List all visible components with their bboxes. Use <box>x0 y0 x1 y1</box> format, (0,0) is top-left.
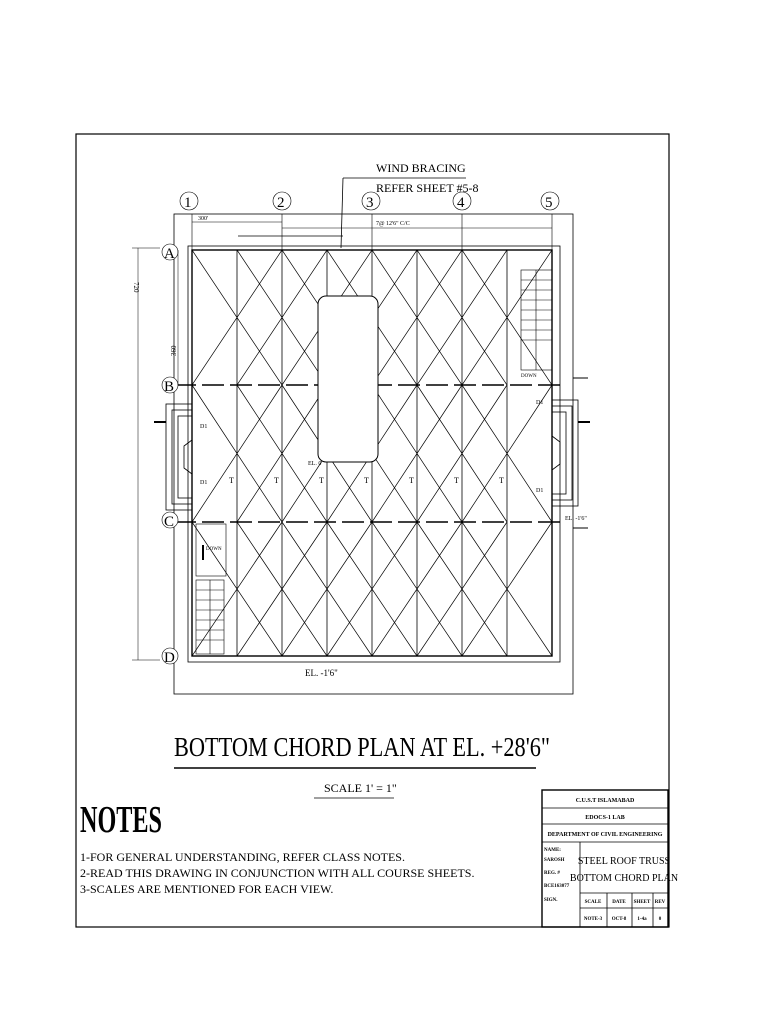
dim-half-depth: 360 <box>170 345 178 356</box>
note-1: 1-FOR GENERAL UNDERSTANDING, REFER CLASS NOTES. <box>80 850 405 864</box>
svg-text:T: T <box>274 476 279 485</box>
tb-header-sheet: SHEET <box>633 900 651 905</box>
tb-header-rev: REV <box>654 900 666 905</box>
grid-row-a: A <box>164 246 175 262</box>
down-label-left: DOWN <box>206 547 222 552</box>
wind-bracing-line2: REFER SHEET #5-8 <box>376 181 479 195</box>
note-3: 3-SCALES ARE MENTIONED FOR EACH VIEW. <box>80 882 334 896</box>
svg-text:T: T <box>409 476 414 485</box>
door-d1-left-top: D1 <box>200 424 208 430</box>
scale-label: SCALE 1' = 1" <box>324 781 397 795</box>
tb-drawing-title-1: STEEL ROOF TRUSS <box>577 856 671 867</box>
tb-institute: C.U.S.T ISLAMABAD <box>575 798 635 804</box>
tb-reg: BCE163077 <box>544 884 570 889</box>
door-d1-right-bot: D1 <box>536 488 544 494</box>
tb-sign-label: SIGN. <box>544 898 558 903</box>
porch-right <box>552 400 578 506</box>
svg-text:T: T <box>499 476 504 485</box>
grid-col-3: 3 <box>366 195 374 211</box>
tb-value-scale: NOTE-3 <box>583 917 603 922</box>
svg-text:T: T <box>364 476 369 485</box>
el-zero-label: EL. 0 <box>308 461 322 467</box>
grid-col-5: 5 <box>545 195 553 211</box>
stair-left <box>196 524 226 654</box>
grid-row-b: B <box>164 379 175 395</box>
grid-row-d: D <box>164 650 175 666</box>
grid-col-4: 4 <box>457 195 465 211</box>
drawing-title: BOTTOM CHORD PLAN AT EL. +28'6" <box>174 732 550 762</box>
tb-lab: EDOCS-1 LAB <box>585 815 625 821</box>
tb-value-date: OCT-8 <box>611 917 627 922</box>
door-d1-left-bot: D1 <box>200 480 208 486</box>
tb-name: SAROSH <box>544 858 565 863</box>
notes-heading: NOTES <box>80 799 162 841</box>
grid-column-markers <box>180 192 559 250</box>
note-2: 2-READ THIS DRAWING IN CONJUNCTION WITH ALL COURSE SHEETS. <box>80 866 475 880</box>
column-marks <box>229 476 504 485</box>
dim-purlin-spacing: 7@ 12'6" C/C <box>376 221 410 227</box>
svg-text:T: T <box>229 476 234 485</box>
wind-bracing-line1: WIND BRACING <box>376 161 466 175</box>
tb-drawing-title-2: BOTTOM CHORD PLAN <box>569 873 679 884</box>
svg-text:T: T <box>319 476 324 485</box>
grid-row-markers <box>162 244 178 666</box>
tb-header-date: DATE <box>612 900 626 905</box>
tb-department: DEPARTMENT OF CIVIL ENGINEERING <box>547 832 663 838</box>
stair-right <box>521 270 552 370</box>
grid-col-1: 1 <box>184 195 192 211</box>
tb-value-sheet: 1-4a <box>637 917 647 922</box>
el-bottom-label: EL. -1'6" <box>305 668 338 678</box>
tb-value-rev: 0 <box>658 917 662 922</box>
door-d1-right-top: D1 <box>536 400 544 406</box>
tb-name-label: NAME: <box>544 848 561 853</box>
central-opening <box>318 296 378 462</box>
dim-overall-depth: 720 <box>132 282 140 293</box>
down-label-right: DOWN <box>521 374 537 379</box>
tb-header-scale: SCALE <box>584 900 602 905</box>
el-right-label: EL. -1'6" <box>565 516 587 522</box>
svg-text:T: T <box>454 476 459 485</box>
grid-row-c: C <box>164 514 175 530</box>
title-block <box>542 790 678 927</box>
dim-bay-width: 300' <box>198 216 209 222</box>
floor-plan <box>132 161 590 694</box>
tb-reg-label: REG. # <box>544 871 560 876</box>
grid-col-2: 2 <box>277 195 285 211</box>
